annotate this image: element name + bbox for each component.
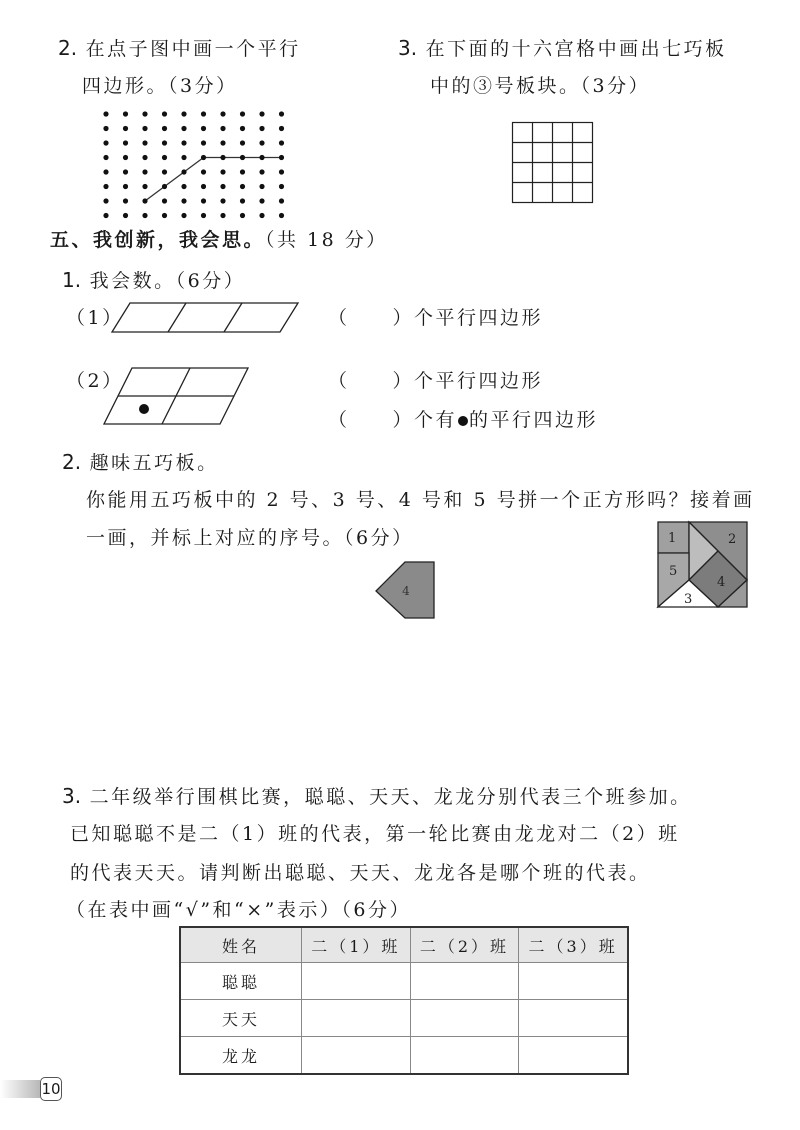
header-name: 姓名 [180, 927, 302, 963]
q2-line1: 在点子图中画一个平行 [85, 38, 301, 60]
grid-dot [279, 184, 284, 189]
grid-dot [240, 140, 245, 145]
grid-dot [123, 198, 128, 203]
parallelogram-figure-2 [102, 367, 252, 427]
grid-dot [201, 140, 206, 145]
table-row [180, 963, 628, 1000]
grid-dot [103, 111, 108, 116]
row-label-tiantian: 天天 [180, 1000, 302, 1037]
grid-dot [162, 111, 167, 116]
s5q1-text: 我会数。（6分） [89, 270, 246, 292]
s5q1-number: 1. [62, 268, 82, 292]
grid-dot [181, 140, 186, 145]
grid-dot [220, 184, 225, 189]
grid-dot [279, 140, 284, 145]
grid-dot [123, 184, 128, 189]
grid-dot [259, 155, 264, 160]
q2-title [58, 36, 301, 61]
section5-heading [50, 229, 388, 252]
grid-dot [220, 213, 225, 218]
grid-dot [279, 213, 284, 218]
table-row [180, 1037, 628, 1075]
page-number-badge [0, 1077, 62, 1101]
q3-line1: 在下面的十六宫格中画出七巧板 [425, 38, 727, 60]
header-class-3: 二（3）班 [519, 927, 628, 963]
grid-dot [240, 213, 245, 218]
q2-line2: 四边形。（3分） [82, 75, 238, 97]
piece-label-1: 1 [668, 531, 677, 546]
grid-dot [181, 213, 186, 218]
parallelogram-figure-1 [110, 302, 310, 334]
grid-dot [220, 140, 225, 145]
answer-cell[interactable] [410, 963, 519, 1000]
grid-dot [220, 155, 225, 160]
s5q3-line1 [62, 784, 692, 809]
grid-dot [142, 126, 147, 131]
grid-dot [201, 169, 206, 174]
grid-dot [259, 111, 264, 116]
grid-dot [123, 155, 128, 160]
blank3-suffix: 的平行四边形 [469, 409, 599, 431]
s5q1-title [62, 268, 245, 293]
grid-dot [259, 184, 264, 189]
page-number-bar [0, 1080, 40, 1098]
grid-dot [201, 213, 206, 218]
s5q2-title [62, 450, 219, 475]
grid-dot [181, 111, 186, 116]
grid-dot [240, 111, 245, 116]
grid-dot [279, 126, 284, 131]
page-number: 10 [40, 1077, 62, 1101]
grid-dot [240, 198, 245, 203]
piece-label-4: 4 [717, 575, 726, 590]
answer-table [179, 926, 629, 1075]
grid-dot [162, 213, 167, 218]
grid-dot [220, 111, 225, 116]
grid-dot [142, 140, 147, 145]
s5q3-text1: 二年级举行围棋比赛，聪聪、天天、龙龙分别代表三个班参加。 [89, 786, 692, 808]
grid-dot [103, 155, 108, 160]
blank3-prefix: （ ）个有 [328, 409, 458, 431]
grid-dot [103, 198, 108, 203]
grid-dot [103, 140, 108, 145]
answer-cell[interactable] [302, 1000, 411, 1037]
piece4-label: 4 [402, 584, 410, 598]
pentomino-piece-4 [375, 560, 437, 622]
grid-dot [181, 155, 186, 160]
part2-label: （2） [66, 370, 124, 392]
grid-dot [240, 126, 245, 131]
s5q2-line1: 你能用五巧板中的 2 号、3 号、4 号和 5 号拼一个正方形吗？接着画 [86, 489, 755, 511]
row-label-congcong: 聪聪 [180, 963, 302, 1000]
q3-line2: 中的③号板块。（3分） [430, 75, 651, 97]
grid-dot [162, 140, 167, 145]
grid-dot [201, 111, 206, 116]
answer-cell[interactable] [519, 963, 628, 1000]
answer-cell[interactable] [302, 963, 411, 1000]
header-class-1: 二（1）班 [302, 927, 411, 963]
s5q2-line2: 一画，并标上对应的序号。（6分） [86, 527, 414, 549]
drawn-lines [145, 158, 282, 202]
dot-marker [139, 404, 149, 414]
grid-dot [123, 140, 128, 145]
q3-title [398, 36, 727, 61]
grid-dot [142, 111, 147, 116]
pentomino-square [657, 521, 749, 609]
piece-label-3: 3 [684, 592, 693, 607]
grid-dot [181, 198, 186, 203]
grid-dot [103, 213, 108, 218]
grid-dot [240, 155, 245, 160]
part1-label: （1） [66, 307, 124, 329]
grid-dot [259, 198, 264, 203]
grid-dot [201, 184, 206, 189]
grid-dot [181, 126, 186, 131]
grid-dot [279, 198, 284, 203]
s5q3-line4: （在表中画“√”和“×”表示）（6分） [66, 899, 411, 921]
grid-dot [240, 184, 245, 189]
s5q3-line3: 的代表天天。请判断出聪聪、天天、龙龙各是哪个班的代表。 [70, 862, 651, 884]
answer-blank-2[interactable]: （ ）个平行四边形 [328, 370, 544, 392]
grid-dot [259, 213, 264, 218]
sixteen-grid[interactable] [512, 122, 594, 204]
grid-dot [123, 111, 128, 116]
answer-cell[interactable] [410, 1037, 519, 1075]
grid-dot [162, 126, 167, 131]
answer-blank-3[interactable] [328, 409, 598, 432]
grid-dot [279, 155, 284, 160]
grid-dot [142, 213, 147, 218]
grid-dot [162, 155, 167, 160]
grid-dot [123, 169, 128, 174]
dot-icon [458, 416, 468, 426]
section5-score: （共 18 分） [265, 229, 388, 251]
grid-dot [162, 169, 167, 174]
row-label-longlong: 龙龙 [180, 1037, 302, 1075]
grid-dot [181, 169, 186, 174]
section5-title: 五、我创新，我会思。 [50, 229, 266, 251]
grid-dot [123, 213, 128, 218]
grid-dot [279, 111, 284, 116]
grid-dot [142, 169, 147, 174]
q3-number: 3. [398, 36, 418, 60]
grid-dot [142, 155, 147, 160]
grid-dot [279, 169, 284, 174]
grid-dot [123, 126, 128, 131]
answer-cell[interactable] [519, 1037, 628, 1075]
grid-dot [162, 184, 167, 189]
answer-cell[interactable] [519, 1000, 628, 1037]
table-row [180, 1000, 628, 1037]
grid-dot [103, 169, 108, 174]
q2-number: 2. [58, 36, 78, 60]
grid-dot [103, 126, 108, 131]
table-header-row [180, 927, 628, 963]
s5q3-number: 3. [62, 784, 82, 808]
grid-dot [162, 198, 167, 203]
grid-dot [259, 169, 264, 174]
grid-dot [259, 126, 264, 131]
grid-dot [142, 184, 147, 189]
s5q2-number: 2. [62, 450, 82, 474]
grid-dot [201, 198, 206, 203]
s5q2-heading: 趣味五巧板。 [89, 452, 219, 474]
grid-dot [259, 140, 264, 145]
grid-dot [181, 184, 186, 189]
piece-label-5: 5 [669, 564, 678, 579]
grid-dot [201, 126, 206, 131]
s5q3-line2: 已知聪聪不是二（1）班的代表，第一轮比赛由龙龙对二（2）班 [70, 823, 680, 845]
dot-grid[interactable] [100, 108, 300, 223]
grid-dot [103, 184, 108, 189]
piece-label-2: 2 [728, 532, 737, 547]
grid-dot [201, 155, 206, 160]
answer-cell[interactable] [302, 1037, 411, 1075]
header-class-2: 二（2）班 [410, 927, 519, 963]
grid-dot [220, 126, 225, 131]
answer-blank-1[interactable]: （ ）个平行四边形 [328, 307, 544, 329]
grid-dot [220, 198, 225, 203]
grid-dot [142, 198, 147, 203]
grid-dot [220, 169, 225, 174]
answer-cell[interactable] [410, 1000, 519, 1037]
grid-dot [240, 169, 245, 174]
